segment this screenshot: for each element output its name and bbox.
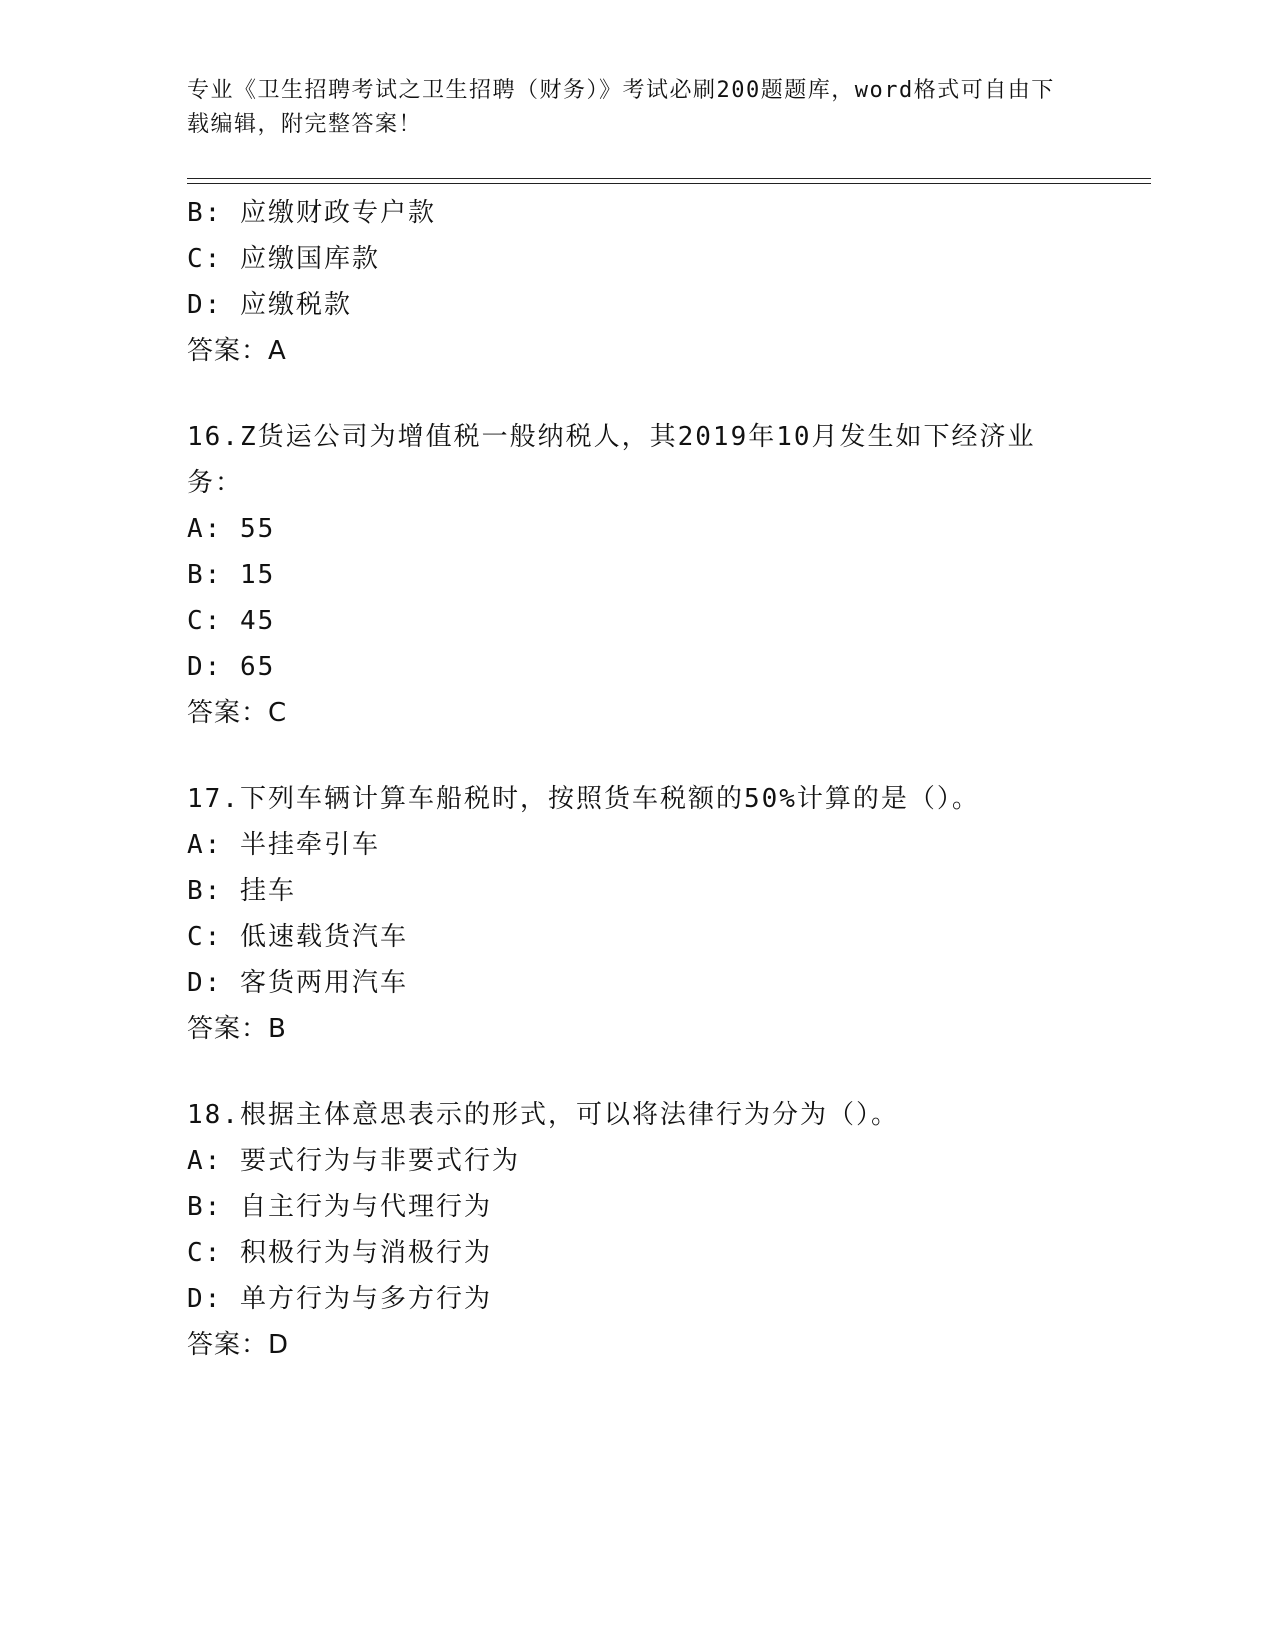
answer-line: 答案：D xyxy=(187,1330,290,1360)
answer-line: 答案：A xyxy=(187,336,287,366)
question-block-17 xyxy=(187,776,1087,1052)
option-a: A: 要式行为与非要式行为 xyxy=(187,1146,520,1176)
question-block-16 xyxy=(187,414,1087,736)
header-title: 专业《卫生招聘考试之卫生招聘（财务）》考试必刷200题题库，word格式可自由下载编辑，附完整答案！ xyxy=(187,78,1055,137)
option-d: D: 应缴税款 xyxy=(187,290,352,320)
header-divider-top xyxy=(187,178,1151,179)
option-c: C: 积极行为与消极行为 xyxy=(187,1238,492,1268)
option-c: C: 应缴国库款 xyxy=(187,244,380,274)
option-b: B: 自主行为与代理行为 xyxy=(187,1192,492,1222)
option-c: C: 45 xyxy=(187,606,276,636)
answer-line: 答案：B xyxy=(187,1014,287,1044)
option-b: B: 15 xyxy=(187,560,276,590)
option-a: A: 半挂牵引车 xyxy=(187,830,380,860)
document-header xyxy=(187,74,1067,142)
option-c: C: 低速载货汽车 xyxy=(187,922,408,952)
header-divider-bottom xyxy=(187,183,1151,184)
option-d: D: 65 xyxy=(187,652,276,682)
option-a: A: 55 xyxy=(187,514,276,544)
answer-line: 答案：C xyxy=(187,698,288,728)
question-block-18 xyxy=(187,1092,1087,1368)
question-text: 16.Z货运公司为增值税一般纳税人，其2019年10月发生如下经济业务： xyxy=(187,422,1036,498)
option-d: D: 客货两用汽车 xyxy=(187,968,408,998)
option-b: B: 应缴财政专户款 xyxy=(187,198,436,228)
question-text: 17.下列车辆计算车船税时，按照货车税额的50%计算的是（）。 xyxy=(187,784,980,814)
prev-question-block xyxy=(187,190,1087,374)
question-list xyxy=(187,190,1087,1368)
option-b: B: 挂车 xyxy=(187,876,296,906)
option-d: D: 单方行为与多方行为 xyxy=(187,1284,492,1314)
question-text: 18.根据主体意思表示的形式，可以将法律行为分为（）。 xyxy=(187,1100,899,1130)
